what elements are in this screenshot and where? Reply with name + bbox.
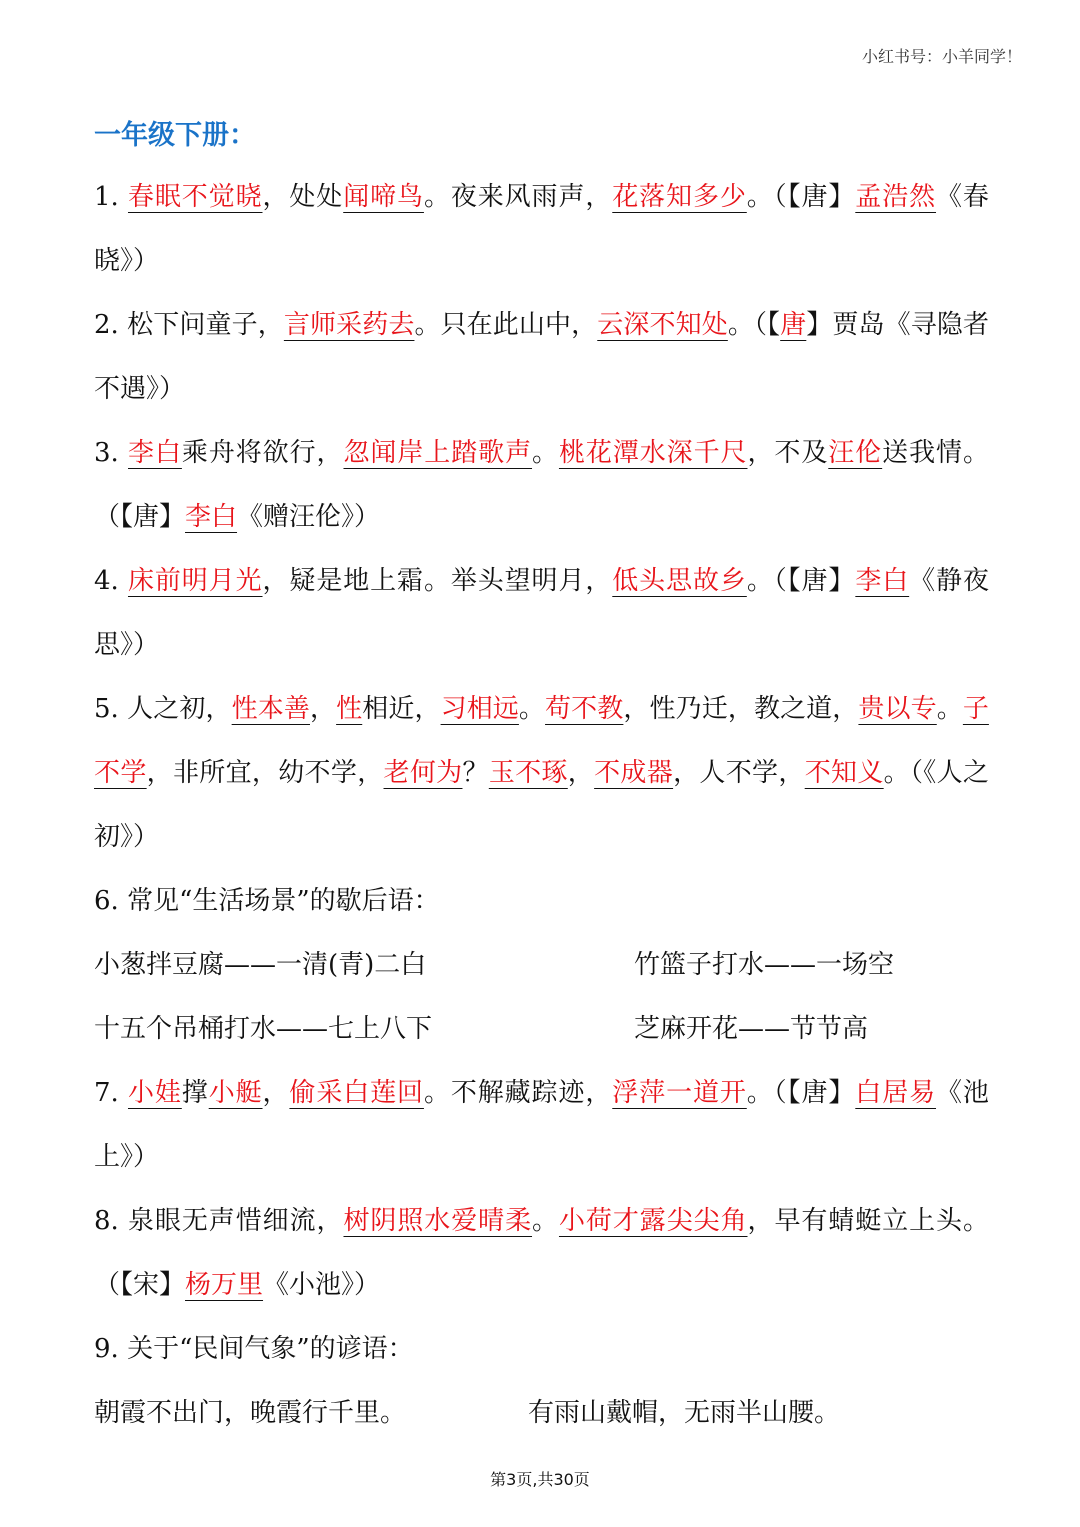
answer-text: 孟浩然 <box>855 182 937 212</box>
text-segment: 。 <box>814 1398 841 1428</box>
entry-item <box>94 869 989 933</box>
text-segment: 3. <box>94 438 129 468</box>
text-segment: 8. 泉眼无声惜细流， <box>94 1206 344 1236</box>
answer-text: 床前明月光 <box>127 566 263 596</box>
answer-text: 无雨半山腰 <box>684 1398 815 1428</box>
answer-text: 节节高 <box>790 1014 869 1044</box>
text-segment: 不出门， <box>146 1398 251 1428</box>
text-segment: ，非所宜，幼不学， <box>146 758 384 788</box>
text-segment: 。只在此山中， <box>414 310 598 340</box>
text-segment: 。（【 <box>727 310 781 340</box>
answer-text: 李白 <box>855 566 910 596</box>
text-segment: 送我情。（【唐】 <box>94 438 989 532</box>
answer-text: 李白 <box>185 502 238 532</box>
text-segment: ， <box>309 694 337 724</box>
section-title: 一年级下册： <box>94 120 256 151</box>
answer-text: 浮萍一道开 <box>612 1078 747 1108</box>
entry-item <box>94 293 989 421</box>
answer-text: 闻啼鸟 <box>343 182 424 212</box>
entries-list-2 <box>94 1061 989 1381</box>
answer-text: 小娃 <box>127 1078 182 1108</box>
answer-text: 七上八下 <box>328 1014 433 1044</box>
entries-list <box>94 165 989 933</box>
document-body <box>94 165 989 1445</box>
answer-text: 不知义 <box>804 758 884 788</box>
text-segment: 。 <box>532 1206 559 1236</box>
entry-item <box>94 1189 989 1317</box>
xiehouyu-1-right <box>634 933 894 997</box>
answer-text: 贵以专 <box>858 694 937 724</box>
answer-text: 习相远 <box>440 694 519 724</box>
answer-text: 忽闻岸上踏歌声 <box>343 438 533 468</box>
text-segment: 有雨山戴帽， <box>528 1398 685 1428</box>
text-segment: ，疑是地上霜。举头望明月， <box>262 566 613 596</box>
answer-text: 树阴照水爱晴柔 <box>343 1206 533 1236</box>
text-segment: 乘舟将欲行， <box>181 438 344 468</box>
text-segment: 4. <box>94 566 128 596</box>
text-segment: 5. 人之初， <box>94 694 232 724</box>
text-segment: 。 <box>532 438 559 468</box>
answer-text: 小荷才露尖尖角 <box>558 1206 748 1236</box>
answer-text: 一清(青)二白 <box>276 950 427 980</box>
text-segment: 】贾岛《寻隐者不遇》） <box>94 310 989 404</box>
text-segment: 。 <box>936 694 963 724</box>
answer-text: 杨万里 <box>185 1270 264 1300</box>
entry-item <box>94 165 989 293</box>
text-segment: 撑 <box>181 1078 209 1108</box>
text-segment: ，性乃迁，教之道， <box>623 694 859 724</box>
entry-item <box>94 1317 989 1381</box>
answer-text: 性本善 <box>231 694 310 724</box>
text-segment: 《静夜思》） <box>94 566 989 660</box>
text-segment: 十五个吊桶打水—— <box>94 1014 329 1044</box>
answer-text: 唐 <box>780 310 807 340</box>
proverb-left <box>94 1381 406 1445</box>
text-segment: ——一场空 <box>764 950 895 980</box>
text-segment: 。（【唐】 <box>746 566 856 596</box>
text-segment: 相近， <box>362 694 441 724</box>
xiehouyu-row-2 <box>94 997 989 1061</box>
text-segment: 《池上》） <box>94 1078 989 1172</box>
text-segment: ， <box>262 1078 290 1108</box>
answer-text: 春眠不觉晓 <box>127 182 263 212</box>
answer-text: 竹篮子打水 <box>634 950 765 980</box>
xiehouyu-1-left <box>94 933 426 997</box>
page-number: 第3页,共30页 <box>490 1470 590 1489</box>
xiehouyu-row-1 <box>94 933 989 997</box>
text-segment: ，早有蜻蜓立上头。（【宋】 <box>94 1206 989 1300</box>
text-segment: 。不解藏踪迹， <box>423 1078 613 1108</box>
text-segment: ？ <box>462 758 489 788</box>
text-segment: 。 <box>518 694 546 724</box>
answer-text: 偷采白莲回 <box>289 1078 424 1108</box>
text-segment: 行千里。 <box>302 1398 407 1428</box>
text-segment: ， <box>567 758 595 788</box>
xiehouyu-2-left <box>94 997 432 1061</box>
answer-text: 言师采药去 <box>283 310 415 340</box>
text-segment: ，人不学， <box>673 758 805 788</box>
answer-text: 不成器 <box>594 758 674 788</box>
answer-text: 花落知多少 <box>612 182 747 212</box>
answer-text: 云深不知处 <box>597 310 728 340</box>
answer-text: 低头思故乡 <box>612 566 747 596</box>
text-segment: 。（【唐】 <box>746 182 856 212</box>
answer-text: 桃花潭水深千尺 <box>558 438 748 468</box>
answer-text: 性 <box>336 694 363 724</box>
text-segment: 7. <box>94 1078 128 1108</box>
proverb-right <box>528 1381 840 1445</box>
answer-text: 苟不教 <box>545 694 624 724</box>
proverb-row <box>94 1381 989 1445</box>
answer-text: 晚霞 <box>250 1398 303 1428</box>
text-segment: 《春晓》） <box>94 182 989 276</box>
entry-item <box>94 1061 989 1189</box>
text-segment: ，不及 <box>747 438 829 468</box>
text-segment: 2. 松下问童子， <box>94 310 284 340</box>
text-segment: 。（《人之初》） <box>94 758 989 852</box>
text-segment: 小葱拌豆腐—— <box>94 950 277 980</box>
answer-text: 李白 <box>128 438 182 468</box>
answer-text: 老何为 <box>383 758 463 788</box>
answer-text: 小艇 <box>208 1078 263 1108</box>
text-segment: 6. 常见“生活场景”的歇后语： <box>94 886 440 916</box>
text-segment: 《小池》） <box>263 1270 381 1300</box>
text-segment: 1. <box>94 182 128 212</box>
watermark: 小红书号：小羊同学！ <box>861 47 1022 66</box>
answer-text: 子不学 <box>94 694 989 788</box>
xiehouyu-2-right <box>634 997 868 1061</box>
entry-item <box>94 677 989 869</box>
text-segment: 《赠汪伦》） <box>237 502 381 532</box>
answer-text: 白居易 <box>855 1078 937 1108</box>
text-segment: ，处处 <box>262 182 344 212</box>
text-segment: 9. 关于“民间气象”的谚语： <box>94 1334 414 1364</box>
text-segment: 。（【唐】 <box>746 1078 856 1108</box>
text-segment: 。夜来风雨声， <box>423 182 613 212</box>
answer-text: 汪伦 <box>828 438 883 468</box>
entry-item <box>94 549 989 677</box>
entry-item <box>94 421 989 549</box>
answer-text: 朝霞 <box>94 1398 147 1428</box>
text-segment: 芝麻开花—— <box>634 1014 791 1044</box>
answer-text: 玉不琢 <box>488 758 568 788</box>
